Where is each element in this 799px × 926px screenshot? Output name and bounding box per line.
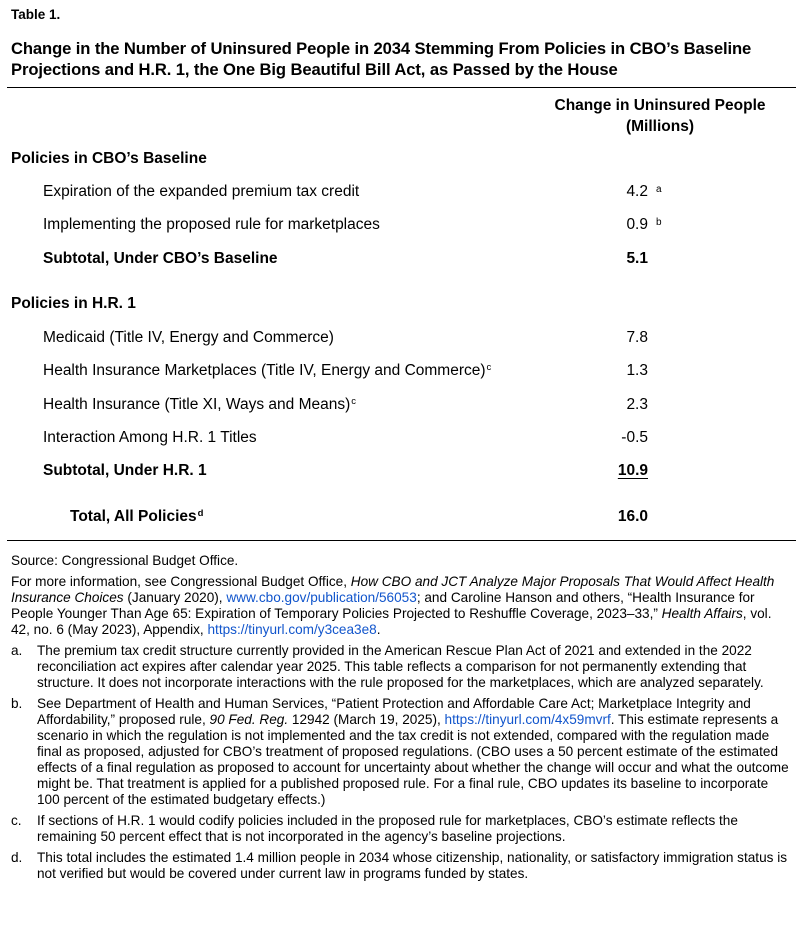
row-superscript: c: [486, 362, 492, 373]
row-label-wrap: [43, 362, 491, 380]
more-info-text: ; and Caroline Hanson and others, “Health Insurance for People Younger Than Age 65: Expiration of Temporary Policies Projected to Reshuffle Coverage, 2023–33,”: [11, 590, 755, 621]
top-rule: [7, 87, 796, 88]
row-value: 1.3: [626, 362, 648, 379]
more-info-text: (January 2020),: [123, 590, 227, 605]
row-note: b: [656, 217, 662, 228]
section-heading-label: Policies in CBO’s Baseline: [11, 150, 207, 167]
more-info-note: [11, 574, 793, 638]
table-row: [0, 429, 799, 451]
column-header-line2: (Millions): [625, 118, 695, 135]
row-value: 0.9: [626, 216, 648, 233]
row-label-wrap: [43, 396, 356, 414]
table-label: Table 1.: [11, 7, 61, 22]
row-label: Interaction Among H.R. 1 Titles: [43, 429, 257, 446]
footnote-italic: 90 Fed. Reg.: [209, 712, 289, 727]
section-heading-label: Policies in H.R. 1: [11, 295, 136, 312]
footnote-text: This total includes the estimated 1.4 million people in 2034 whose citizenship, nationality, or satisfactory immigration status is not verified but would be covered under current law in programs funded by states.: [37, 850, 788, 881]
proposed-rule-link[interactable]: https://tinyurl.com/4x59mvrf: [444, 712, 611, 727]
footnote-text: If sections of H.R. 1 would codify policies included in the proposed rule for marketplaces, CBO’s estimate reflects the remaining 50 percent effect that is not incorporated in the agency’s baseline projections.: [37, 813, 738, 844]
subtotal-label: Subtotal, Under H.R. 1: [43, 462, 207, 479]
row-superscript: c: [351, 396, 357, 407]
bottom-rule: [7, 540, 796, 541]
table-row: [0, 183, 799, 205]
column-header-line1: Change in Uninsured People: [554, 97, 766, 114]
source-note: Source: Congressional Budget Office.: [11, 553, 239, 568]
footnote-letter: d.: [11, 850, 23, 865]
row-note: a: [656, 184, 662, 195]
total-value: 16.0: [617, 508, 648, 525]
total-label-wrap: [70, 508, 203, 526]
footnote-letter: b.: [11, 696, 23, 711]
table-row: [0, 329, 799, 351]
row-label: Health Insurance (Title XI, Ways and Means): [43, 396, 351, 413]
footnote-text: . This estimate represents a scenario in which the regulation is not implemented and the tax credit is not extended, compared with the regulation made final as proposed, adjusted for CBO’s treatment of proposed regulations. (CBO uses a 50 percent estimate of the estimated effects of a final regulation as proposed to account for uncertainty about whether the change will occur and what the outcome might be. That treatment is applied for a published proposed rule. For a final rule, CBO updates its baseline to incorporate 100 percent of the estimated budgetary effects.): [37, 712, 789, 807]
footnote-text: The premium tax credit structure currently provided in the American Rescue Plan Act of 2021 and extended in the 2022 reconciliation act expires after calendar year 2025. This table reflects a comparison for not permanently extending that structure. It does not incorporate interactions with the rule proposed for the marketplaces, which are analyzed separately.: [37, 643, 764, 690]
subtotal-value: 10.9: [617, 462, 648, 479]
more-info-text: For more information, see Congressional Budget Office,: [11, 574, 351, 589]
subtotal-row-hr1: [0, 462, 799, 484]
more-info-text: , vol. 42, no. 6 (May 2023), Appendix,: [11, 606, 772, 637]
more-info-text: .: [376, 622, 381, 637]
total-label: Total, All Policies: [70, 508, 197, 525]
subtotal-row-baseline: [0, 250, 799, 272]
footnote-d: [11, 850, 793, 882]
footnote-text: See Department of Health and Human Services, “Patient Protection and Affordable Care Act; Marketplace Integrity and Affordability,” proposed rule,: [37, 696, 751, 727]
subtotal-label: Subtotal, Under CBO’s Baseline: [43, 250, 278, 267]
table-row: [0, 362, 799, 384]
row-label: Implementing the proposed rule for marketplaces: [43, 216, 380, 233]
row-value: -0.5: [621, 429, 648, 446]
total-row: [0, 508, 799, 530]
appendix-link[interactable]: https://tinyurl.com/y3cea3e8: [207, 622, 377, 637]
row-value: 4.2: [626, 183, 648, 200]
more-info-italic-journal: Health Affairs: [661, 606, 743, 621]
total-superscript: d: [197, 508, 204, 519]
row-label: Expiration of the expanded premium tax credit: [43, 183, 360, 200]
footnote-b: [11, 696, 793, 808]
subtotal-value: 5.1: [626, 250, 648, 267]
more-info-italic-title: How CBO and JCT Analyze Major Proposals That Would Affect Health Insurance Choices: [11, 574, 775, 605]
footnote-a: [11, 643, 793, 691]
cbo-publication-link[interactable]: www.cbo.gov/publication/56053: [226, 590, 417, 605]
row-label: Health Insurance Marketplaces (Title IV, Energy and Commerce): [43, 362, 486, 379]
section-heading-hr1: [0, 295, 799, 317]
row-value: 2.3: [626, 396, 648, 413]
section-heading-baseline: [0, 150, 799, 172]
table-row: [0, 216, 799, 238]
row-label: Medicaid (Title IV, Energy and Commerce): [43, 329, 334, 346]
footnote-text: 12942 (March 19, 2025),: [288, 712, 445, 727]
footnote-letter: c.: [11, 813, 22, 828]
column-header: [520, 95, 799, 137]
table-notes: [11, 553, 793, 882]
table-row: [0, 396, 799, 418]
row-value: 7.8: [626, 329, 648, 346]
footnote-letter: a.: [11, 643, 23, 658]
footnote-c: [11, 813, 793, 845]
table-title: Change in the Number of Uninsured People in 2034 Stemming From Policies in CBO’s Baseline Projections and H.R. 1, the One Big Beautiful Bill Act, as Passed by the House: [11, 39, 752, 79]
